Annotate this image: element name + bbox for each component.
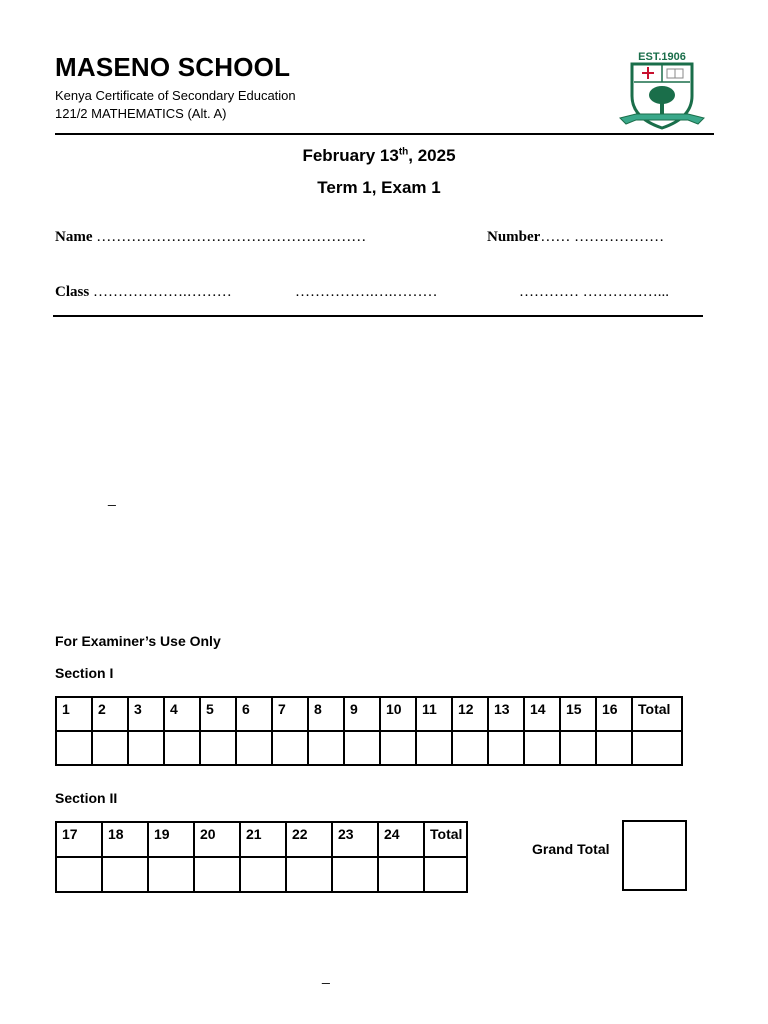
score-cell[interactable]	[416, 731, 452, 765]
score-cell[interactable]	[92, 731, 128, 765]
section-1-header-row	[56, 697, 682, 731]
score-cell[interactable]	[128, 731, 164, 765]
q1-header: 1	[56, 697, 92, 731]
score-cell[interactable]	[56, 731, 92, 765]
number-field[interactable]: Number…… ………………	[487, 229, 665, 245]
q4-header: 4	[164, 697, 200, 731]
q17-header: 17	[56, 822, 102, 857]
q11-header: 11	[416, 697, 452, 731]
score-cell[interactable]	[452, 731, 488, 765]
q3-header: 3	[128, 697, 164, 731]
score-cell[interactable]	[596, 731, 632, 765]
section-2-total-header: Total	[424, 822, 467, 857]
header-divider	[55, 133, 714, 135]
section-1-total-header: Total	[632, 697, 682, 731]
fields-divider	[53, 315, 703, 317]
exam-term: Term 1, Exam 1	[317, 178, 441, 197]
q9-header: 9	[344, 697, 380, 731]
q19-header: 19	[148, 822, 194, 857]
section-2-label: Section II	[55, 790, 118, 806]
q12-header: 12	[452, 697, 488, 731]
score-cell[interactable]	[488, 731, 524, 765]
q20-header: 20	[194, 822, 240, 857]
section-2-score-row	[56, 857, 467, 892]
q23-header: 23	[332, 822, 378, 857]
grand-total-box[interactable]	[622, 820, 687, 891]
section-1-score-row	[56, 731, 682, 765]
score-cell[interactable]	[380, 731, 416, 765]
stray-dash-bottom: _	[322, 968, 330, 984]
school-crest-logo	[618, 48, 706, 132]
section-1-total-cell[interactable]	[632, 731, 682, 765]
score-cell[interactable]	[200, 731, 236, 765]
score-cell[interactable]	[308, 731, 344, 765]
q13-header: 13	[488, 697, 524, 731]
score-cell[interactable]	[240, 857, 286, 892]
section-2-total-cell[interactable]	[424, 857, 467, 892]
class-field-3[interactable]: ………… ……………...	[519, 284, 669, 300]
q15-header: 15	[560, 697, 596, 731]
section-1-marks-table	[55, 696, 683, 766]
q24-header: 24	[378, 822, 424, 857]
q14-header: 14	[524, 697, 560, 731]
section-2-marks-table	[55, 821, 468, 893]
name-field[interactable]: Name ………………………………………………	[55, 229, 367, 245]
section-1-label: Section I	[55, 665, 114, 681]
score-cell[interactable]	[236, 731, 272, 765]
exam-date: February 13th, 2025	[302, 146, 456, 165]
score-cell[interactable]	[524, 731, 560, 765]
score-cell[interactable]	[272, 731, 308, 765]
class-field-2[interactable]: …………….….………	[295, 284, 438, 300]
examiner-use-label: For Examiner’s Use Only	[55, 633, 221, 649]
score-cell[interactable]	[56, 857, 102, 892]
score-cell[interactable]	[332, 857, 378, 892]
section-2-header-row	[56, 822, 467, 857]
score-cell[interactable]	[102, 857, 148, 892]
school-name: MASENO SCHOOL	[55, 52, 291, 82]
class-field[interactable]: Class ……………….………	[55, 284, 232, 300]
paper-code-label: 121/2 MATHEMATICS (Alt. A)	[55, 106, 227, 121]
q6-header: 6	[236, 697, 272, 731]
grand-total-label: Grand Total	[532, 841, 610, 857]
q7-header: 7	[272, 697, 308, 731]
score-cell[interactable]	[148, 857, 194, 892]
q10-header: 10	[380, 697, 416, 731]
score-cell[interactable]	[164, 731, 200, 765]
q22-header: 22	[286, 822, 332, 857]
q21-header: 21	[240, 822, 286, 857]
q18-header: 18	[102, 822, 148, 857]
score-cell[interactable]	[194, 857, 240, 892]
score-cell[interactable]	[378, 857, 424, 892]
exam-board-label: Kenya Certificate of Secondary Education	[55, 88, 296, 103]
score-cell[interactable]	[560, 731, 596, 765]
score-cell[interactable]	[286, 857, 332, 892]
q8-header: 8	[308, 697, 344, 731]
q16-header: 16	[596, 697, 632, 731]
score-cell[interactable]	[344, 731, 380, 765]
q2-header: 2	[92, 697, 128, 731]
stray-dash: _	[108, 490, 116, 506]
q5-header: 5	[200, 697, 236, 731]
svg-text:EST.1906: EST.1906	[638, 51, 686, 63]
